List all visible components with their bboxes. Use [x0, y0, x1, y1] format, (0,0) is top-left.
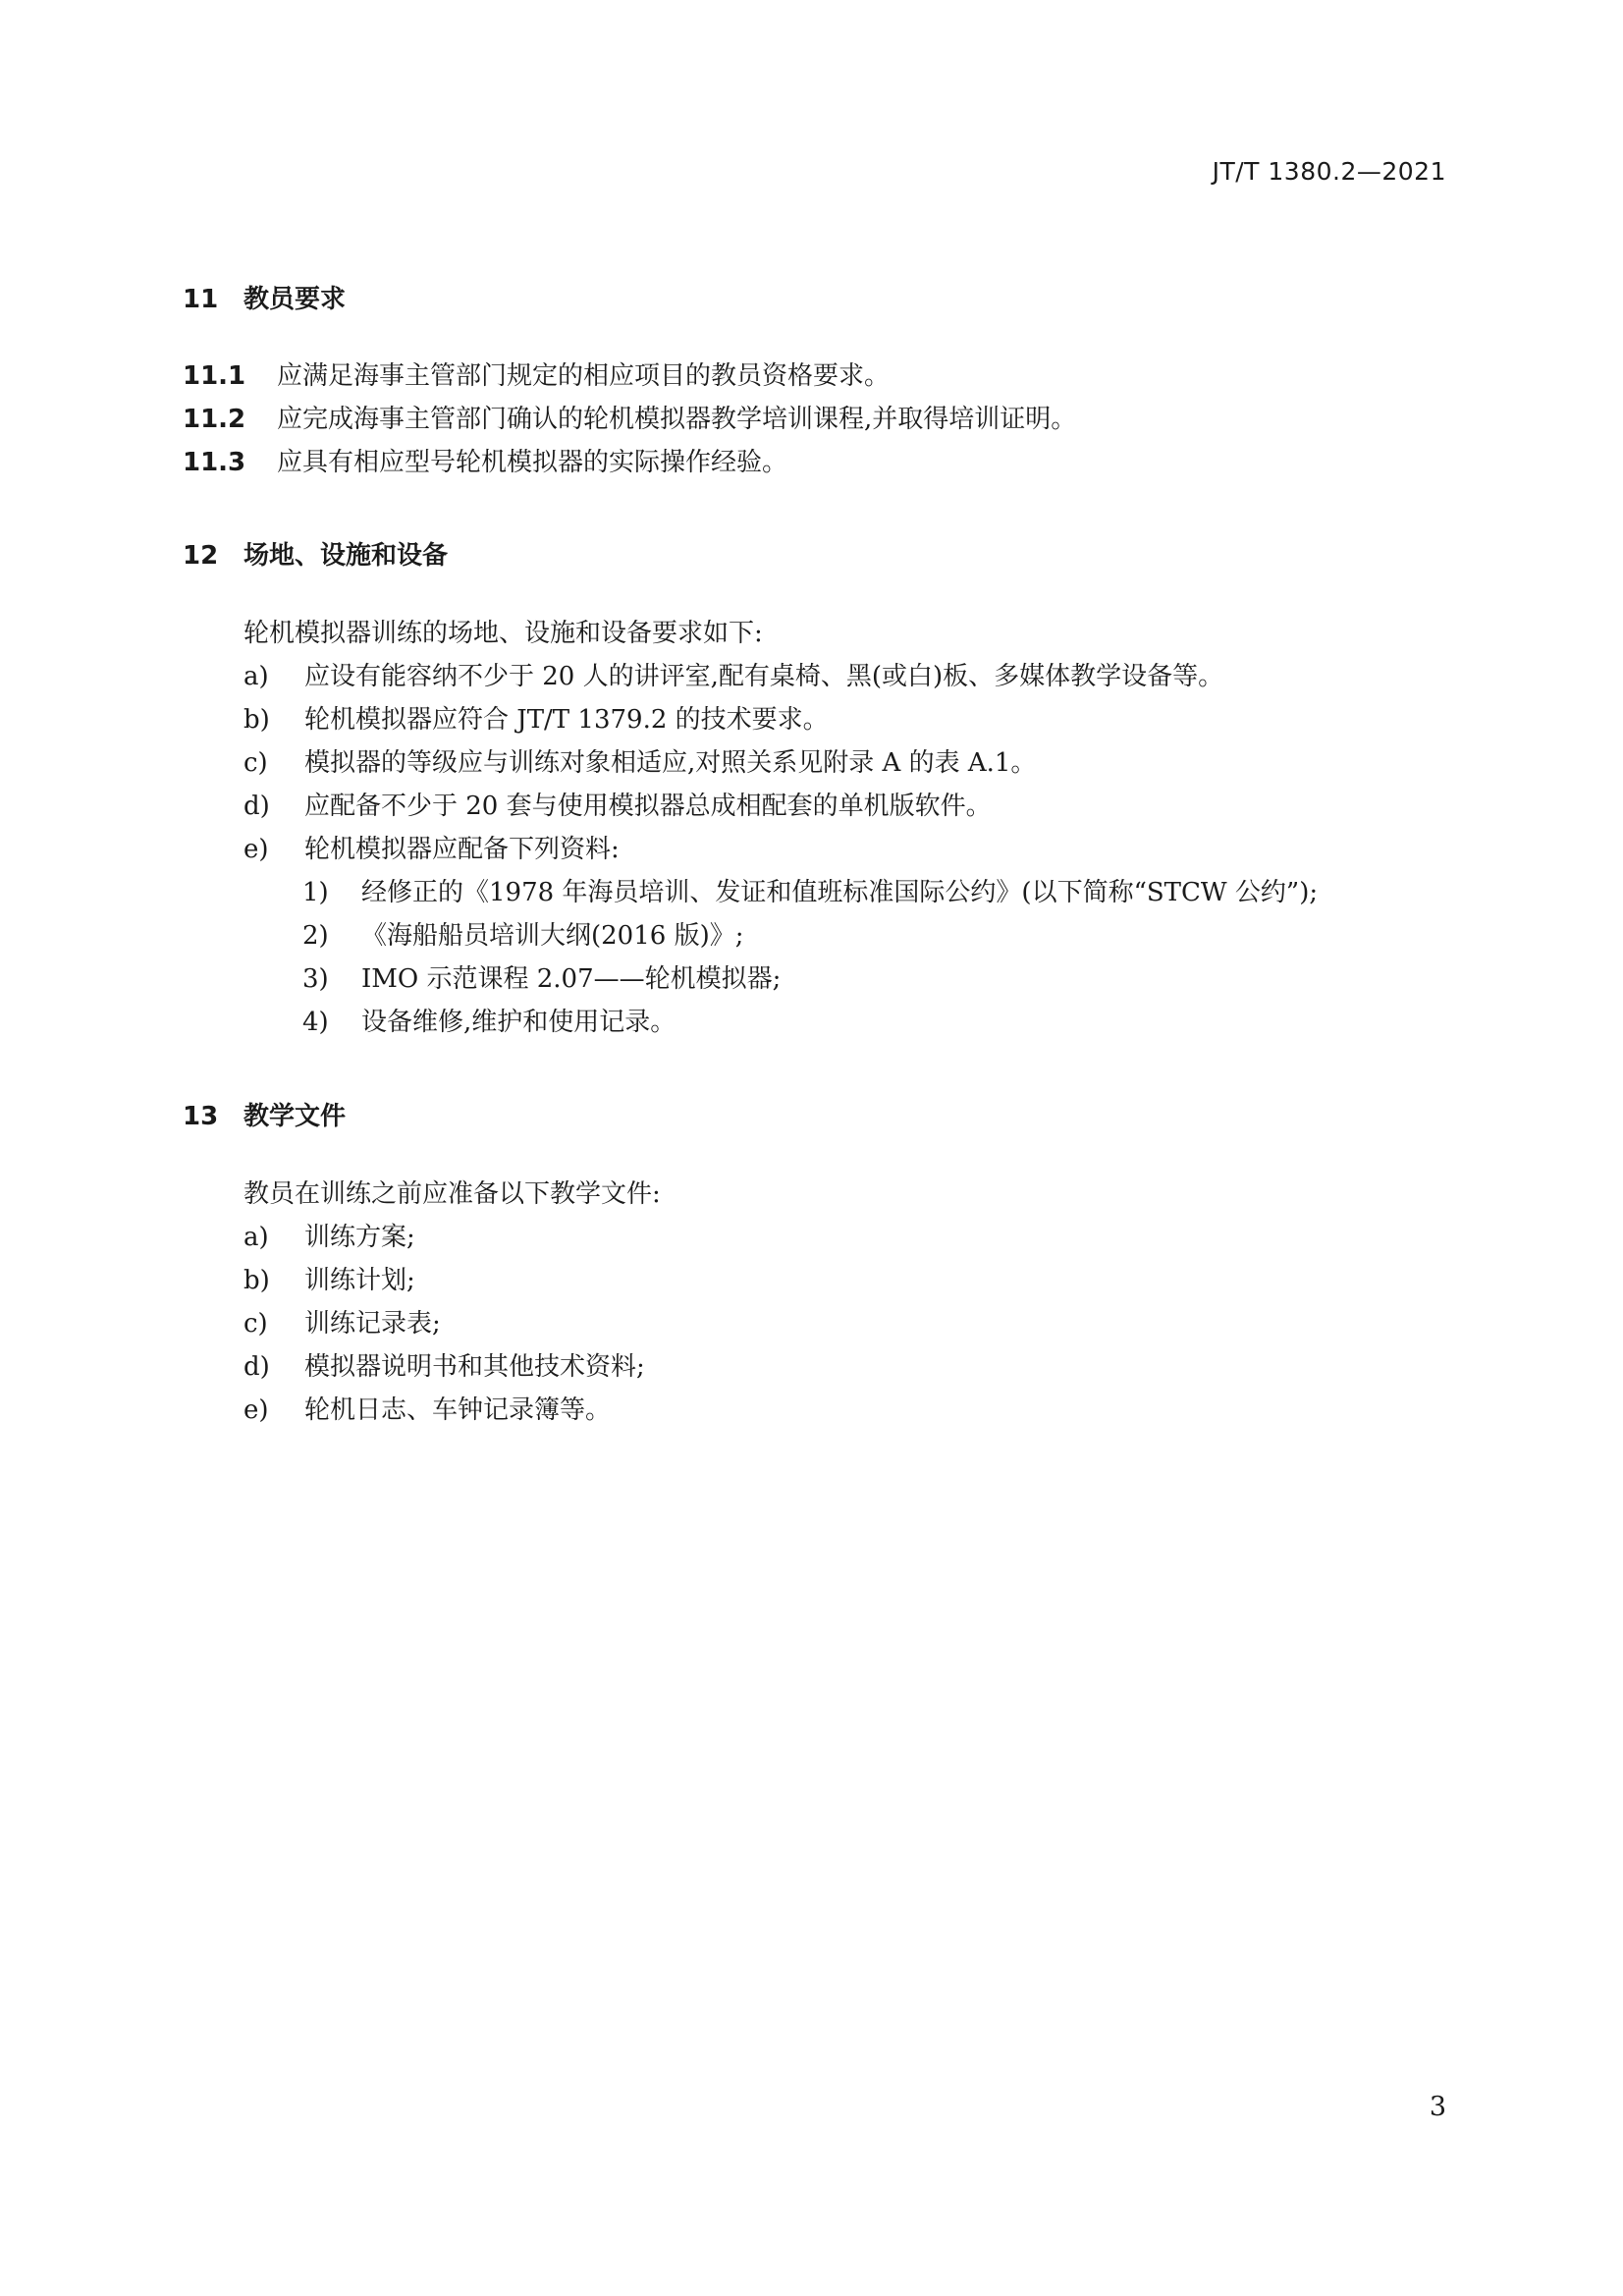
section-title: 场地、设施和设备 — [243, 541, 449, 571]
sub-item-label: 1) — [302, 878, 329, 907]
section-13-heading — [183, 1096, 346, 1132]
item-text: 训练计划; — [304, 1266, 415, 1295]
item-label: b) — [243, 705, 270, 735]
item-text: 模拟器的等级应与训练对象相适应,对照关系见附录 A 的表 A.1。 — [304, 748, 1037, 778]
clause-number: 11.2 — [183, 405, 246, 434]
list-item — [243, 750, 1036, 776]
item-label: c) — [243, 1309, 268, 1339]
standard-number-header: JT/T 1380.2—2021 — [1212, 157, 1446, 186]
sub-list-item — [302, 880, 1318, 905]
item-text: 模拟器说明书和其他技术资料; — [304, 1352, 645, 1382]
clause-number: 11.3 — [183, 448, 246, 477]
item-label: a) — [243, 1223, 269, 1252]
sub-list-item — [302, 966, 781, 992]
item-label: a) — [243, 662, 269, 691]
item-text: 应设有能容纳不少于 20 人的讲评室,配有桌椅、黑(或白)板、多媒体教学设备等。 — [304, 662, 1224, 691]
list-item — [243, 1268, 415, 1293]
item-text: 训练记录表; — [304, 1309, 441, 1339]
item-label: d) — [243, 1352, 270, 1382]
item-label: d) — [243, 792, 270, 821]
sub-item-text: 《海船船员培训大纲(2016 版)》; — [361, 921, 744, 951]
item-label: c) — [243, 748, 268, 778]
section-number: 12 — [183, 541, 219, 571]
section-12-intro: 轮机模拟器训练的场地、设施和设备要求如下: — [243, 619, 763, 648]
list-item — [243, 837, 620, 862]
item-text: 应配备不少于 20 套与使用模拟器总成相配套的单机版软件。 — [304, 792, 992, 821]
section-title: 教学文件 — [243, 1102, 347, 1131]
clause-text: 应具有相应型号轮机模拟器的实际操作经验。 — [277, 448, 788, 477]
section-11-heading — [183, 279, 346, 315]
list-item — [243, 1311, 441, 1337]
clause-11-1 — [183, 363, 890, 389]
clause-text: 应完成海事主管部门确认的轮机模拟器教学培训课程,并取得培训证明。 — [277, 405, 1077, 434]
item-text: 轮机模拟器应配备下列资料: — [304, 835, 620, 864]
clause-11-3 — [183, 450, 787, 475]
section-12-heading — [183, 535, 448, 572]
item-label: e) — [243, 835, 269, 864]
sub-item-label: 4) — [302, 1008, 329, 1037]
sub-item-text: 经修正的《1978 年海员培训、发证和值班标准国际公约》(以下简称“STCW 公约”); — [361, 878, 1319, 907]
list-item — [243, 793, 992, 819]
item-label: b) — [243, 1266, 270, 1295]
list-item — [243, 1354, 645, 1380]
sub-list-item — [302, 1010, 676, 1035]
item-text: 轮机模拟器应符合 JT/T 1379.2 的技术要求。 — [304, 705, 829, 735]
section-title: 教员要求 — [243, 285, 347, 314]
clause-number: 11.1 — [183, 361, 246, 391]
item-text: 训练方案; — [304, 1223, 415, 1252]
section-number: 11 — [183, 285, 219, 314]
sub-item-text: IMO 示范课程 2.07——轮机模拟器; — [361, 964, 782, 994]
sub-item-label: 2) — [302, 921, 329, 951]
clause-11-2 — [183, 407, 1076, 432]
item-text: 轮机日志、车钟记录簿等。 — [304, 1395, 612, 1425]
clause-text: 应满足海事主管部门规定的相应项目的教员资格要求。 — [277, 361, 891, 391]
section-number: 13 — [183, 1102, 219, 1131]
item-label: e) — [243, 1395, 269, 1425]
sub-list-item — [302, 923, 743, 949]
list-item — [243, 707, 829, 733]
sub-item-label: 3) — [302, 964, 329, 994]
list-item — [243, 664, 1223, 689]
sub-item-text: 设备维修,维护和使用记录。 — [361, 1008, 676, 1037]
page-number: 3 — [1429, 2092, 1446, 2122]
section-13-intro: 教员在训练之前应准备以下教学文件: — [243, 1179, 661, 1209]
list-item — [243, 1397, 611, 1423]
list-item — [243, 1225, 415, 1250]
